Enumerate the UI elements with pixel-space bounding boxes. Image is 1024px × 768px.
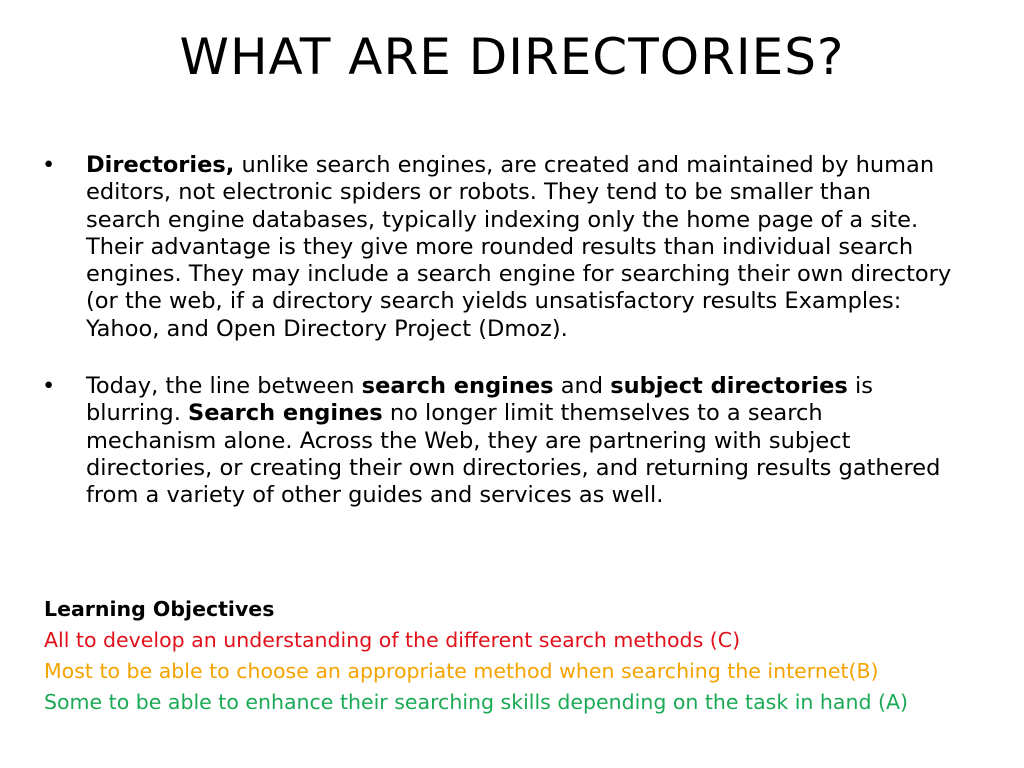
bullet-text-part: no longer limit themselves to a search mechanism alone. Across the Web, they are partnering with subject directories, or creating their own directories, and returning results gathered from a variety of other guides and services as well.: [86, 400, 941, 509]
objective-some: Some to be able to enhance their searching skills depending on the task in hand (A): [44, 690, 909, 714]
bullet-text-part: Today, the line between: [86, 373, 362, 400]
bullet-item-today: [42, 373, 952, 509]
bullet-text: unlike search engines, are created and maintained by human editors, not electronic spiders or robots. They tend to be smaller than search engine databases, typically indexing only the home page of a site. Their advantage is they give more rounded results than individual search engines. They may include a search engine for searching their own directory (or the web, if a directory search yields unsatisfactory results Examples: Yahoo, and Open Directory Project (Dmoz).: [86, 152, 952, 342]
objectives-heading: Learning Objectives: [44, 597, 275, 621]
term-search-engines-2: Search engines: [188, 400, 383, 427]
bullet-text-part: and: [553, 373, 611, 400]
slide-title: WHAT ARE DIRECTORIES?: [179, 28, 845, 86]
bullet-list: [42, 152, 952, 510]
bullet-item-directories: [42, 152, 952, 343]
bullet-marker: •: [42, 373, 56, 400]
bullet-marker: •: [42, 152, 56, 178]
objective-most: Most to be able to choose an appropriate method when searching the internet(B): [44, 659, 879, 683]
term-subject-directories: subject directories: [610, 373, 848, 400]
bullet-text-part: is blurring.: [86, 373, 873, 427]
term-directories: Directories,: [86, 152, 235, 178]
term-search-engines: search engines: [361, 373, 554, 400]
learning-objectives: [44, 594, 908, 718]
objective-all: All to develop an understanding of the different search methods (C): [44, 628, 741, 652]
